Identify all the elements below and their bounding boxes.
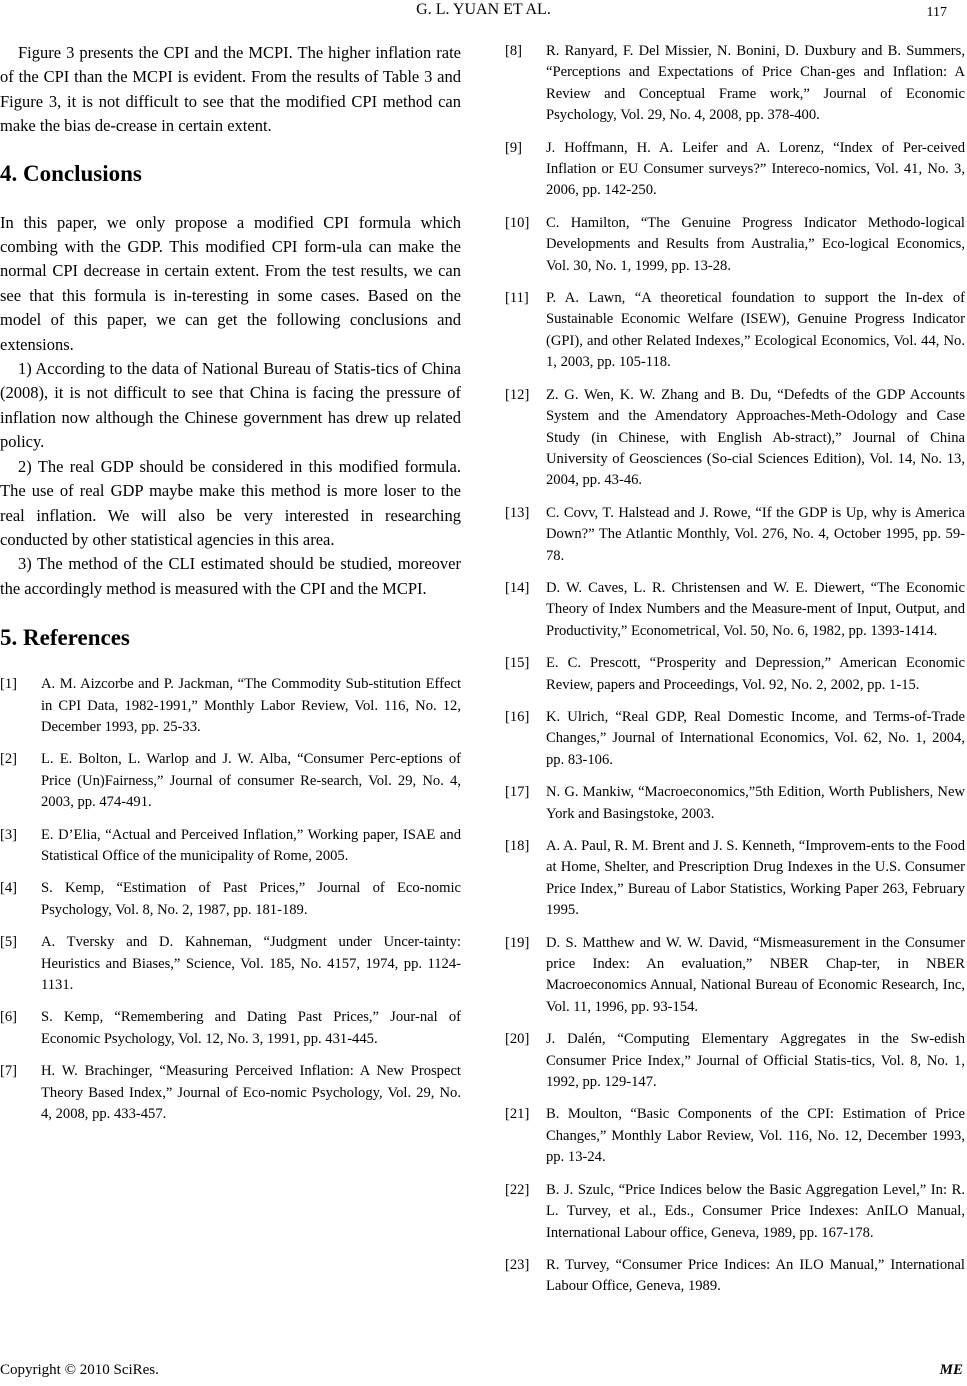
reference-text: E. D’Elia, “Actual and Perceived Inflation,” Working paper, ISAE and Statistical Office of the municipality of Rome, 2005. xyxy=(41,826,461,864)
conclusion-point-1: 1) According to the data of National Bureau of Statis-tics of China (2008), it is not difficult to see that China is facing the pressure of inflation now although the Chinese government has drew up related policy. xyxy=(0,359,461,452)
reference-number: [11] xyxy=(505,290,529,307)
reference-text: B. J. Szulc, “Price Indices below the Basic Aggregation Level,” In: R. L. Turvey, et al., Eds., Consumer Price Indexes: AnILO Manual, International Labour office, Geneva, 1989, pp. 167-178. xyxy=(546,1181,965,1241)
reference-text: D. S. Matthew and W. W. David, “Mismeasurement in the Consumer price Index: An evaluation,” NBER Chap-ter, in NBER Macroeconomics Annual, National Bureau of Economic Research, Inc, Vol. 11, 1996, pp. 93-154. xyxy=(546,934,965,1015)
reference-item xyxy=(505,288,965,374)
reference-list-left xyxy=(0,674,461,1125)
reference-item xyxy=(505,1029,965,1093)
journal-abbreviation: ME xyxy=(939,1362,963,1378)
reference-number: [1] xyxy=(0,676,18,693)
reference-number: [8] xyxy=(505,43,523,59)
reference-item xyxy=(0,825,461,868)
reference-number: [7] xyxy=(0,1063,18,1080)
reference-text: A. Tversky and D. Kahneman, “Judgment under Uncer-tainty: Heuristics and Biases,” Science, Vol. 185, No. 4157, 1974, pp. 1124-1131. xyxy=(41,934,461,993)
reference-number: [20] xyxy=(505,1031,530,1048)
reference-item xyxy=(505,41,965,127)
reference-number: [18] xyxy=(505,838,530,854)
conclusion-point-2: 2) The real GDP should be considered in this modified formula. The use of real GDP maybe make this method is more loser to the real inflation. We will also be very interested in researching conducted by other statistical agencies in this area. xyxy=(0,456,461,549)
reference-item xyxy=(505,503,965,567)
reference-number: [9] xyxy=(505,139,523,156)
reference-text: N. G. Mankiw, “Macroeconomics,”5th Edition, Worth Publishers, New York and Basingstoke, 2003. xyxy=(546,784,965,822)
references-heading: 5. References xyxy=(0,625,130,651)
reference-text: C. Hamilton, “The Genuine Progress Indicator Methodo-logical Developments and Results from Australia,” Eco-logical Economics, Vol. 30, No. 1, 1999, pp. 13-28. xyxy=(546,214,965,274)
reference-item xyxy=(505,836,965,922)
reference-number: [10] xyxy=(505,214,530,231)
reference-item xyxy=(505,385,965,492)
reference-text: J. Dalén, “Computing Elementary Aggregates in the Sw-edish Consumer Price Index,” Journal of Official Statis-tics, Vol. 8, No. 1, 1992, pp. 129-147. xyxy=(546,1031,965,1091)
reference-text: R. Turvey, “Consumer Price Indices: An ILO Manual,” International Labour Office, Geneva, 1989. xyxy=(546,1256,965,1295)
left-column xyxy=(0,41,461,1136)
reference-number: [23] xyxy=(505,1256,530,1273)
reference-text: A. A. Paul, R. M. Brent and J. S. Kenneth, “Improvem-ents to the Food at Home, Shelter, and Prescription Drug Indexes in the U.S. Consumer Price Index,” Bureau of Labor Statistics, Working Paper 263, February 1995. xyxy=(546,838,965,919)
reference-text: L. E. Bolton, L. Warlop and J. W. Alba, “Consumer Perc-eptions of Price (Un)Fairness,” Journal of consumer Re-search, Vol. 29, No. 4, 2003, pp. 474-491. xyxy=(41,751,461,811)
intro-paragraph: Figure 3 presents the CPI and the MCPI. The higher inflation rate of the CPI than the MCPI is evident. From the results of Table 3 and Figure 3, it is not difficult to see that the modified CPI method can make the bias de-crease in certain extent. xyxy=(0,43,461,136)
page-number: 117 xyxy=(926,5,947,20)
reference-list-right xyxy=(505,41,965,1298)
running-head: G. L. YUAN ET AL. xyxy=(416,1,551,18)
reference-item xyxy=(505,138,965,202)
reference-text: E. C. Prescott, “Prosperity and Depression,” American Economic Review, papers and Proceedings, Vol. 92, No. 2, 2002, pp. 1-15. xyxy=(546,655,965,693)
reference-text: R. Ranyard, F. Del Missier, N. Bonini, D. Duxbury and B. Summers, “Perceptions and Expectations of Price Chan-ges and Inflation: A Review and Conceptual Frame work,” Journal of Economic Psychology, Vol. 29, No. 4, 2008, pp. 378-400. xyxy=(546,43,965,124)
reference-number: [6] xyxy=(0,1009,18,1026)
reference-item xyxy=(0,1007,461,1050)
page-header xyxy=(0,0,967,30)
right-column xyxy=(505,41,965,1309)
reference-number: [12] xyxy=(505,386,530,403)
reference-number: [15] xyxy=(505,655,530,672)
conclusion-point-3: 3) The method of the CLI estimated should be studied, moreover the accordingly method is measured with the CPI and the MCPI. xyxy=(0,554,461,598)
reference-item xyxy=(505,1180,965,1244)
reference-item xyxy=(0,932,461,996)
reference-text: K. Ulrich, “Real GDP, Real Domestic Income, and Terms-of-Trade Changes,” Journal of International Economics, Vol. 62, No. 1, 2004, pp. 83-106. xyxy=(546,708,965,768)
reference-number: [2] xyxy=(0,751,18,768)
reference-text: D. W. Caves, L. R. Christensen and W. E. Diewert, “The Economic Theory of Index Numbers and the Measure-ment of Input, Output, and Productivity,” Econometrical, Vol. 50, No. 6, 1982, pp. 1393-1414. xyxy=(546,579,965,639)
reference-text: P. A. Lawn, “A theoretical foundation to support the In-dex of Sustainable Economic Welfare (ISEW), Genuine Progress Indicator (GPI), and other Related Indexes,” Ecological Economics, Vol. 44, No. 1, 2003, pp. 105-118. xyxy=(546,290,965,371)
reference-number: [21] xyxy=(505,1106,530,1123)
reference-text: Z. G. Wen, K. W. Zhang and B. Du, “Defedts of the GDP Accounts System and the Amendatory Approaches-Meth-Odology and Case Study (in Chinese, with English Ab-stract),” Journal of China University of Geosciences (So-cial Sciences Edition), Vol. 14, No. 13, 2004, pp. 43-46. xyxy=(546,386,965,489)
reference-number: [14] xyxy=(505,579,530,596)
reference-item xyxy=(505,1255,965,1298)
reference-text: J. Hoffmann, H. A. Leifer and A. Lorenz, “Index of Per-ceived Inflation or EU Consumer surveys?” Intereco-nomics, Vol. 41, No. 3, 2006, pp. 142-250. xyxy=(546,139,965,199)
reference-item xyxy=(505,1104,965,1168)
reference-number: [3] xyxy=(0,826,18,843)
reference-number: [22] xyxy=(505,1181,530,1198)
copyright-notice: Copyright © 2010 SciRes. xyxy=(0,1362,159,1378)
reference-item xyxy=(505,933,965,1019)
reference-item xyxy=(505,653,965,696)
reference-text: B. Moulton, “Basic Components of the CPI: Estimation of Price Changes,” Monthly Labor Review, Vol. 116, No. 12, December 1993, pp. 13-24. xyxy=(546,1106,965,1166)
reference-text: S. Kemp, “Remembering and Dating Past Prices,” Jour-nal of Economic Psychology, Vol. 12, No. 3, 1991, pp. 431-445. xyxy=(41,1009,461,1047)
reference-item xyxy=(0,749,461,813)
reference-text: H. W. Brachinger, “Measuring Perceived Inflation: A New Prospect Theory Based Index,” Journal of Eco-nomic Psychology, Vol. 29, No. 4, 2008, pp. 433-457. xyxy=(41,1063,461,1123)
conclusions-heading: 4. Conclusions xyxy=(0,160,142,186)
reference-text: A. M. Aizcorbe and P. Jackman, “The Commodity Sub-stitution Effect in CPI Data, 1982-1991,” Monthly Labor Review, Vol. 116, No. 12, December 1993, pp. 25-33. xyxy=(41,676,461,735)
reference-number: [16] xyxy=(505,708,530,725)
reference-text: S. Kemp, “Estimation of Past Prices,” Journal of Eco-nomic Psychology, Vol. 8, No. 2, 1987, pp. 181-189. xyxy=(41,880,461,918)
reference-item xyxy=(505,707,965,771)
reference-item xyxy=(505,578,965,642)
reference-number: [4] xyxy=(0,880,18,897)
reference-item xyxy=(505,213,965,277)
reference-number: [17] xyxy=(505,784,530,801)
reference-item xyxy=(0,1061,461,1125)
reference-number: [13] xyxy=(505,504,530,521)
reference-text: C. Covv, T. Halstead and J. Rowe, “If the GDP is Up, why is America Down?” The Atlantic Monthly, Vol. 276, No. 4, October 1995, pp. 59-78. xyxy=(546,504,965,564)
conclusions-paragraph: In this paper, we only propose a modified CPI formula which combing with the GDP. This modified CPI form-ula can make the normal CPI decrease in certain extent. From the test results, we can see that this formula is in-teresting in some cases. Based on the model of this paper, we can get the following conclusions and extensions. xyxy=(0,212,461,354)
page-footer xyxy=(0,1362,967,1384)
reference-item xyxy=(0,674,461,738)
reference-number: [19] xyxy=(505,934,530,951)
reference-item xyxy=(0,878,461,921)
reference-item xyxy=(505,782,965,825)
reference-number: [5] xyxy=(0,934,18,951)
